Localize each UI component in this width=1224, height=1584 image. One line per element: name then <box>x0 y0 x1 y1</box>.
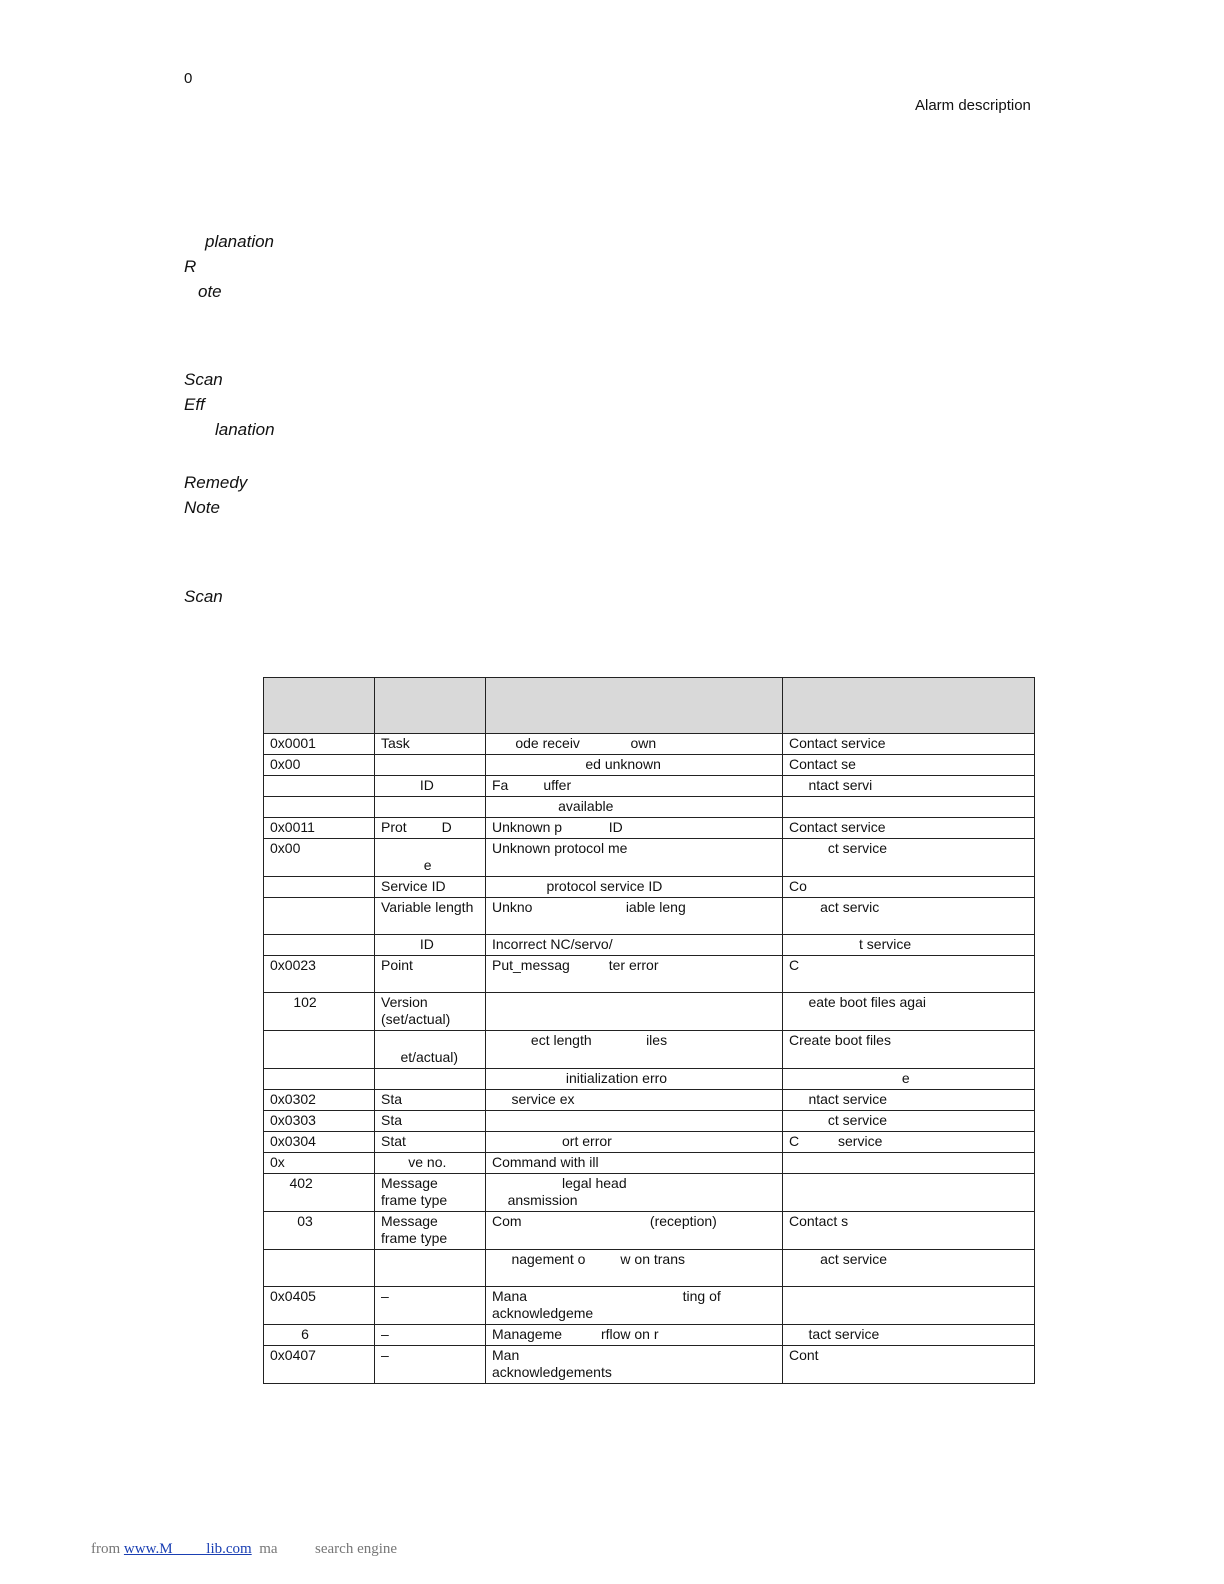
label-remedy: R <box>184 257 197 276</box>
error-code: 0x0407 <box>264 1346 375 1384</box>
error-description: initialization erro <box>486 1069 783 1090</box>
remedy <box>783 1287 1035 1325</box>
error-code: 102 <box>264 993 375 1031</box>
additional-info: ve no. <box>375 1153 486 1174</box>
additional-info <box>375 755 486 776</box>
error-description: Put_messag ter error <box>486 956 783 993</box>
additional-info <box>375 797 486 818</box>
error-code: 0x0304 <box>264 1132 375 1153</box>
error-description: ect length iles <box>486 1031 783 1069</box>
error-description: Unknown p ID <box>486 818 783 839</box>
additional-info: Version (set/actual) <box>375 993 486 1031</box>
additional-info: Service ID <box>375 877 486 898</box>
remedy: eate boot files agai <box>783 993 1035 1031</box>
table-row <box>264 1346 1035 1384</box>
label-explanation-2: lanation <box>215 420 275 439</box>
remedy: t service <box>783 935 1035 956</box>
remedy: Contact se <box>783 755 1035 776</box>
additional-info: – <box>375 1346 486 1384</box>
additional-info: – <box>375 1325 486 1346</box>
remedy <box>783 1153 1035 1174</box>
additional-info: Prot D <box>375 818 486 839</box>
remedy: C service <box>783 1132 1035 1153</box>
table-row <box>264 1031 1035 1069</box>
error-code: 6 <box>264 1325 375 1346</box>
error-description: Mana ting of acknowledgeme <box>486 1287 783 1325</box>
error-code: 0x0023 <box>264 956 375 993</box>
table-row <box>264 1174 1035 1212</box>
section-header: Alarm description <box>915 97 1031 114</box>
error-description: Fa uffer <box>486 776 783 797</box>
table-row <box>264 898 1035 935</box>
header-cell <box>783 678 1035 734</box>
additional-info <box>375 1250 486 1287</box>
table-row <box>264 1132 1035 1153</box>
error-description: Com (reception) <box>486 1212 783 1250</box>
remedy: Create boot files <box>783 1031 1035 1069</box>
label-scan: Scan <box>184 370 223 389</box>
error-description: legal head ansmission <box>486 1174 783 1212</box>
table-row <box>264 1153 1035 1174</box>
remedy <box>783 1174 1035 1212</box>
table-row <box>264 839 1035 877</box>
additional-info: ID <box>375 776 486 797</box>
label-explanation: planation <box>205 232 275 251</box>
table-row <box>264 755 1035 776</box>
additional-info: Sta <box>375 1111 486 1132</box>
table-row <box>264 956 1035 993</box>
error-description: ed unknown <box>486 755 783 776</box>
error-code: 03 <box>264 1212 375 1250</box>
label-scan-2: Scan <box>184 587 223 606</box>
label-remedy-2: Remedy <box>184 473 248 492</box>
error-description: Man acknowledgements <box>486 1346 783 1384</box>
error-code: 0x0001 <box>264 734 375 755</box>
footer-link[interactable]: www.M lib.com <box>123 1541 252 1557</box>
remedy: ct service <box>783 839 1035 877</box>
error-description: ort error <box>486 1132 783 1153</box>
error-code <box>264 1250 375 1287</box>
error-code <box>264 1031 375 1069</box>
remedy: ct service <box>783 1111 1035 1132</box>
page-number: 0 <box>184 70 193 87</box>
error-code <box>264 776 375 797</box>
table-row <box>264 1325 1035 1346</box>
footer-prefix: from <box>91 1541 124 1557</box>
remedy: C <box>783 956 1035 993</box>
header-cell <box>264 678 375 734</box>
error-description: protocol service ID <box>486 877 783 898</box>
table-row <box>264 1111 1035 1132</box>
error-code: 402 <box>264 1174 375 1212</box>
error-description: Unkno iable leng <box>486 898 783 935</box>
error-code <box>264 1069 375 1090</box>
remedy: act service <box>783 1250 1035 1287</box>
error-description: Incorrect NC/servo/ <box>486 935 783 956</box>
additional-info: et/actual) <box>375 1031 486 1069</box>
additional-info: – <box>375 1287 486 1325</box>
error-description: nagement o w on trans <box>486 1250 783 1287</box>
table-row <box>264 877 1035 898</box>
additional-info: Task <box>375 734 486 755</box>
remedy: Contact s <box>783 1212 1035 1250</box>
error-description: Command with ill <box>486 1153 783 1174</box>
alarm-table <box>263 677 1035 1384</box>
error-code: 0x0303 <box>264 1111 375 1132</box>
remedy: tact service <box>783 1325 1035 1346</box>
error-code: 0x0405 <box>264 1287 375 1325</box>
additional-info: Message frame type <box>375 1174 486 1212</box>
additional-info <box>375 1069 486 1090</box>
label-note-2: Note <box>184 498 220 517</box>
additional-info: ID <box>375 935 486 956</box>
header-cell <box>375 678 486 734</box>
error-code: 0x00 <box>264 839 375 877</box>
error-description: Unknown protocol me <box>486 839 783 877</box>
table-row <box>264 1250 1035 1287</box>
table-row <box>264 776 1035 797</box>
remedy: Co <box>783 877 1035 898</box>
error-code: 0x00 <box>264 755 375 776</box>
footer-suffix: ma search engine <box>251 1541 398 1557</box>
error-code <box>264 877 375 898</box>
remedy: ntact service <box>783 1090 1035 1111</box>
error-description: service ex <box>486 1090 783 1111</box>
remedy: e <box>783 1069 1035 1090</box>
table-row <box>264 1212 1035 1250</box>
remedy: Contact service <box>783 818 1035 839</box>
error-description <box>486 993 783 1031</box>
table-row <box>264 993 1035 1031</box>
footer <box>91 1541 397 1558</box>
table-row <box>264 1069 1035 1090</box>
additional-info: e <box>375 839 486 877</box>
table-row <box>264 818 1035 839</box>
remedy <box>783 797 1035 818</box>
error-code: 0x <box>264 1153 375 1174</box>
remedy: act servic <box>783 898 1035 935</box>
remedy: Cont <box>783 1346 1035 1384</box>
error-code <box>264 797 375 818</box>
error-description: ode receiv own <box>486 734 783 755</box>
error-description <box>486 1111 783 1132</box>
error-code <box>264 898 375 935</box>
error-code <box>264 935 375 956</box>
additional-info: Sta <box>375 1090 486 1111</box>
label-note: ote <box>198 282 222 301</box>
header-cell <box>486 678 783 734</box>
error-description: available <box>486 797 783 818</box>
additional-info: Variable length <box>375 898 486 935</box>
additional-info: Message frame type <box>375 1212 486 1250</box>
table-row <box>264 935 1035 956</box>
remedy: ntact servi <box>783 776 1035 797</box>
label-effect: Eff <box>184 395 205 414</box>
table-row <box>264 1090 1035 1111</box>
table-header-row <box>264 678 1035 734</box>
table-row <box>264 797 1035 818</box>
table-row <box>264 1287 1035 1325</box>
error-code: 0x0302 <box>264 1090 375 1111</box>
error-description: Manageme rflow on r <box>486 1325 783 1346</box>
additional-info: Point <box>375 956 486 993</box>
remedy: Contact service <box>783 734 1035 755</box>
table-row <box>264 734 1035 755</box>
additional-info: Stat <box>375 1132 486 1153</box>
error-code: 0x0011 <box>264 818 375 839</box>
